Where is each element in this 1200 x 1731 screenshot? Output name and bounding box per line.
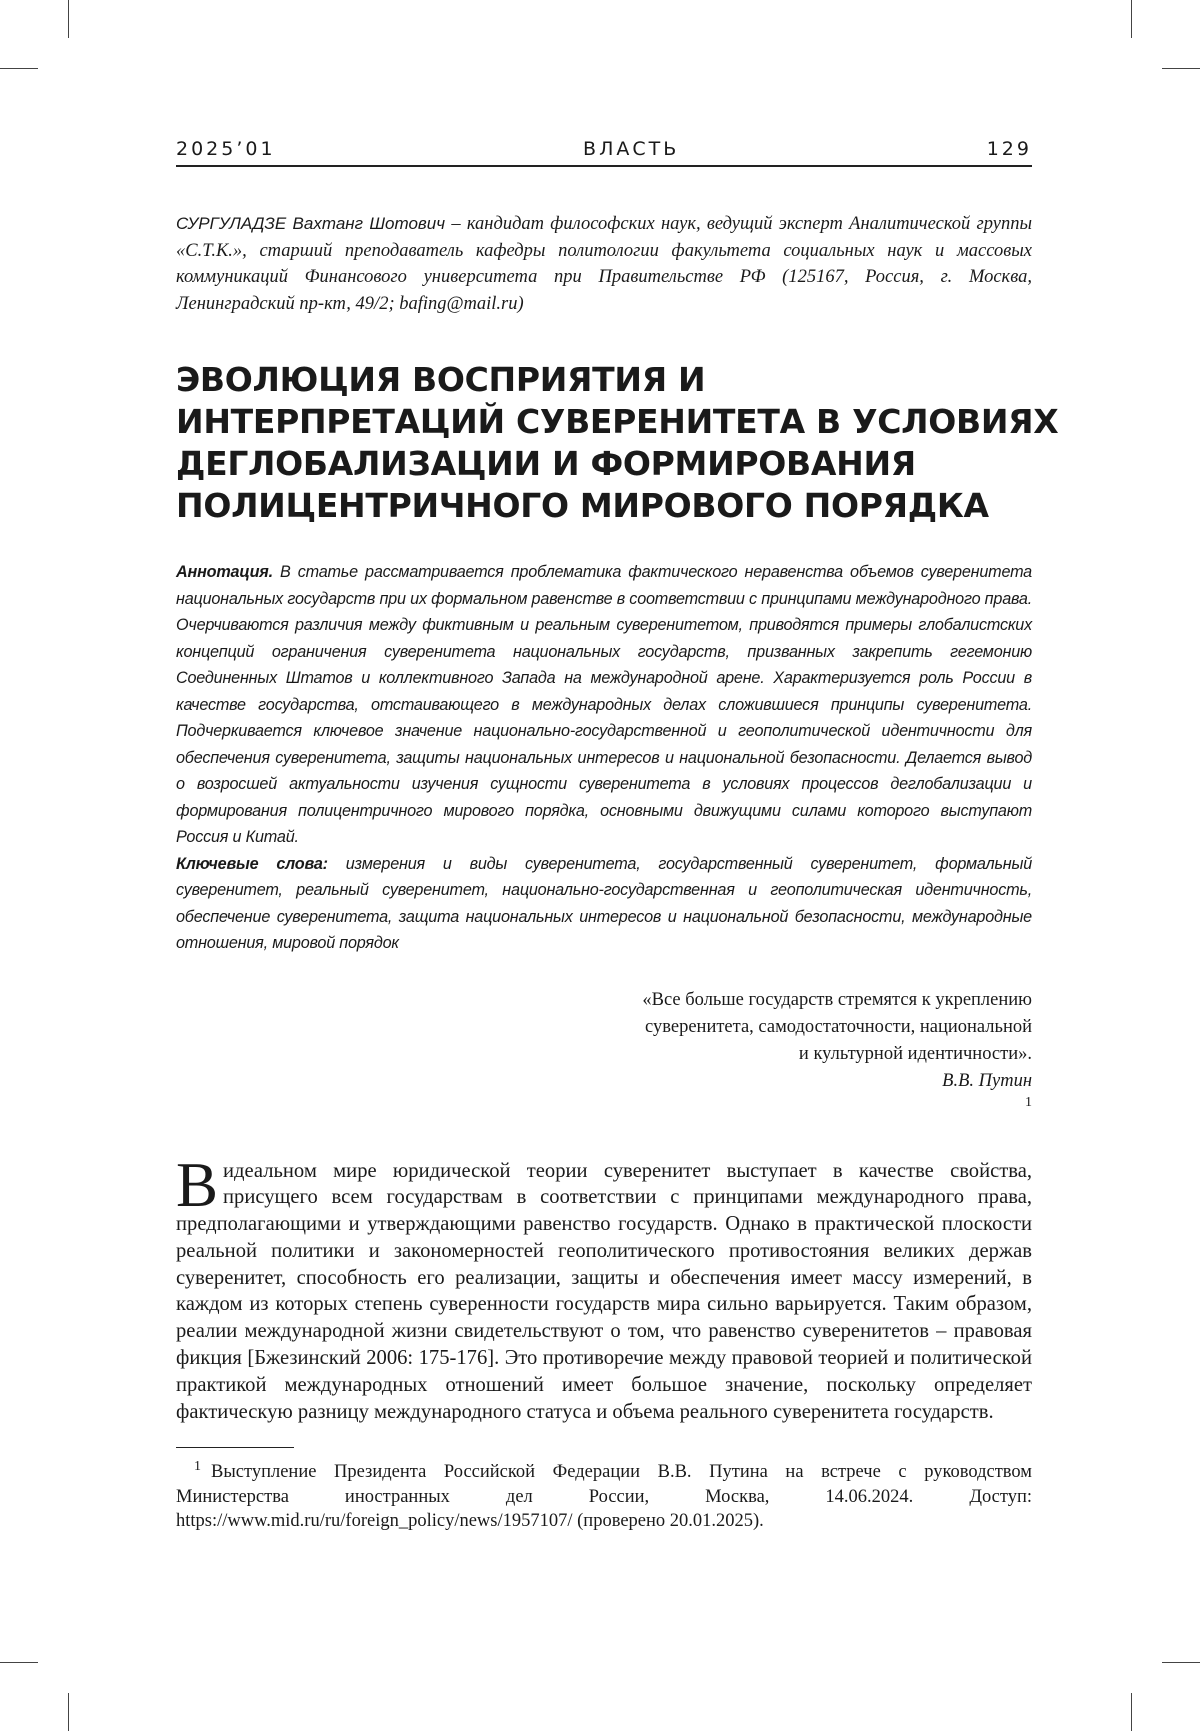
footnote-text: Выступление Президента Российской Федерации В.В. Путина на встрече с руководством Министерства иностранных дел России, Москва, 14.06.2024. Доступ: https://www.mid.ru/ru/foreign_policy/news/1957107/ (проверено 20.01.2025). (176, 1462, 1032, 1532)
epigraph-line: и культурной идентичности». (798, 1043, 1032, 1064)
drop-cap: В (176, 1149, 219, 1220)
footnote (176, 1460, 1032, 1534)
epigraph-line: суверенитета, самодостаточности, национальной (645, 1016, 1032, 1037)
epigraph (176, 987, 1032, 1122)
crop-mark (1162, 1662, 1200, 1663)
crop-mark (1131, 1693, 1132, 1731)
author-name: СУРГУЛАДЗЕ Вахтанг Шотович (176, 214, 446, 233)
footnote-reference: 1 (1025, 1094, 1032, 1110)
abstract (176, 559, 1032, 851)
epigraph-line: «Все больше государств стремятся к укреплению (642, 989, 1032, 1010)
crop-mark (0, 68, 38, 69)
abstract-label: Аннотация. (176, 563, 273, 581)
abstract-section (176, 559, 1032, 957)
footnote-number: 1 (194, 1459, 201, 1475)
attribution-name: В.В. Путин (942, 1070, 1032, 1091)
body-text (176, 1149, 1032, 1426)
body-paragraph (176, 1149, 1032, 1426)
journal-page (176, 138, 1059, 1534)
crop-mark (0, 1662, 38, 1663)
article-title (176, 359, 1059, 527)
issue-number: 2025’01 (176, 138, 276, 160)
title-line: ЭВОЛЮЦИЯ ВОСПРИЯТИЯ И (176, 360, 706, 399)
crop-mark (68, 0, 69, 38)
abstract-text: В статье рассматривается проблематика фактического неравенства объемов суверенитета национальных государств при их формальном равенстве в соответствии с принципами международного права. Очерчиваются различия между фиктивным и реальным суверенитетом, приводятся примеры глобалистских концепций ограничения суверенитета национальных государств, призванных закрепить гегемонию Соединенных Штатов и коллективного Запада на международной арене. Характеризуется роль России в качестве государства, отстаивающего в международных делах сложившиеся принципы суверенитета. Подчеркивается ключевое значение национально-государственной и геополитической идентичности для обеспечения суверенитета, защиты национальных интересов и национальной безопасности. Делается вывод о возросшей актуальности изучения сущности суверенитета в условиях процессов деглобализации и формирования полицентричного мирового порядка, основными движущими силами которого выступают Россия и Китай. (176, 563, 1032, 846)
epigraph-attribution (176, 1068, 1032, 1122)
running-header (176, 138, 1032, 167)
title-line: ДЕГЛОБАЛИЗАЦИИ И ФОРМИРОВАНИЯ (176, 444, 916, 483)
page-number: 129 (986, 138, 1032, 160)
crop-mark (68, 1693, 69, 1731)
title-line: ПОЛИЦЕНТРИЧНОГО МИРОВОГО ПОРЯДКА (176, 486, 989, 525)
keywords-label: Ключевые слова: (176, 854, 328, 873)
author-bio: – кандидат философских наук, ведущий эксперт Аналитической группы «С.Т.К.», старший преподаватель кафедры политологии факультета социальных наук и массовых коммуникаций Финансового университета при Правительстве РФ (125167, Россия, г. Москва, Ленинградский пр-кт, 49/2; bafing@mail.ru) (176, 214, 1032, 314)
author-info (176, 211, 1032, 317)
journal-name: ВЛАСТЬ (583, 138, 680, 160)
body-paragraph-text: идеальном мире юридической теории суверенитет выступает в качестве свойства, присущего всем государствам в соответствии с принципами международного права, предполагающими и утверждающими равенство государств. Однако в практической плоскости реальной политики и закономерностей геополитического противостояния великих держав суверенитет, способность его реализации, защиты и обеспечения имеет массу измерений, в каждом из которых степень суверенности государств мира сильно варьируется. Таким образом, реалии международной жизни свидетельствуют о том, что равенство суверенитетов – правовая фикция [Бжезинский 2006: 175-176]. Это противоречие между правовой теорией и политической практикой международных отношений имеет большое значение, поскольку определяет фактическую разницу международного статуса и объема реального суверенитета государств. (176, 1159, 1032, 1423)
title-line: ИНТЕРПРЕТАЦИЙ СУВЕРЕНИТЕТА В УСЛОВИЯХ (176, 402, 1059, 441)
crop-mark (1162, 68, 1200, 69)
keywords (176, 851, 1032, 957)
keywords-text: измерения и виды суверенитета, государственный суверенитет, формальный суверенитет, реальный суверенитет, национально-государственная и геополитическая идентичность, обеспечение суверенитета, защита национальных интересов и национальной безопасности, международные отношения, мировой порядок (176, 854, 1033, 952)
crop-mark (1131, 0, 1132, 38)
footnote-divider (176, 1447, 294, 1448)
